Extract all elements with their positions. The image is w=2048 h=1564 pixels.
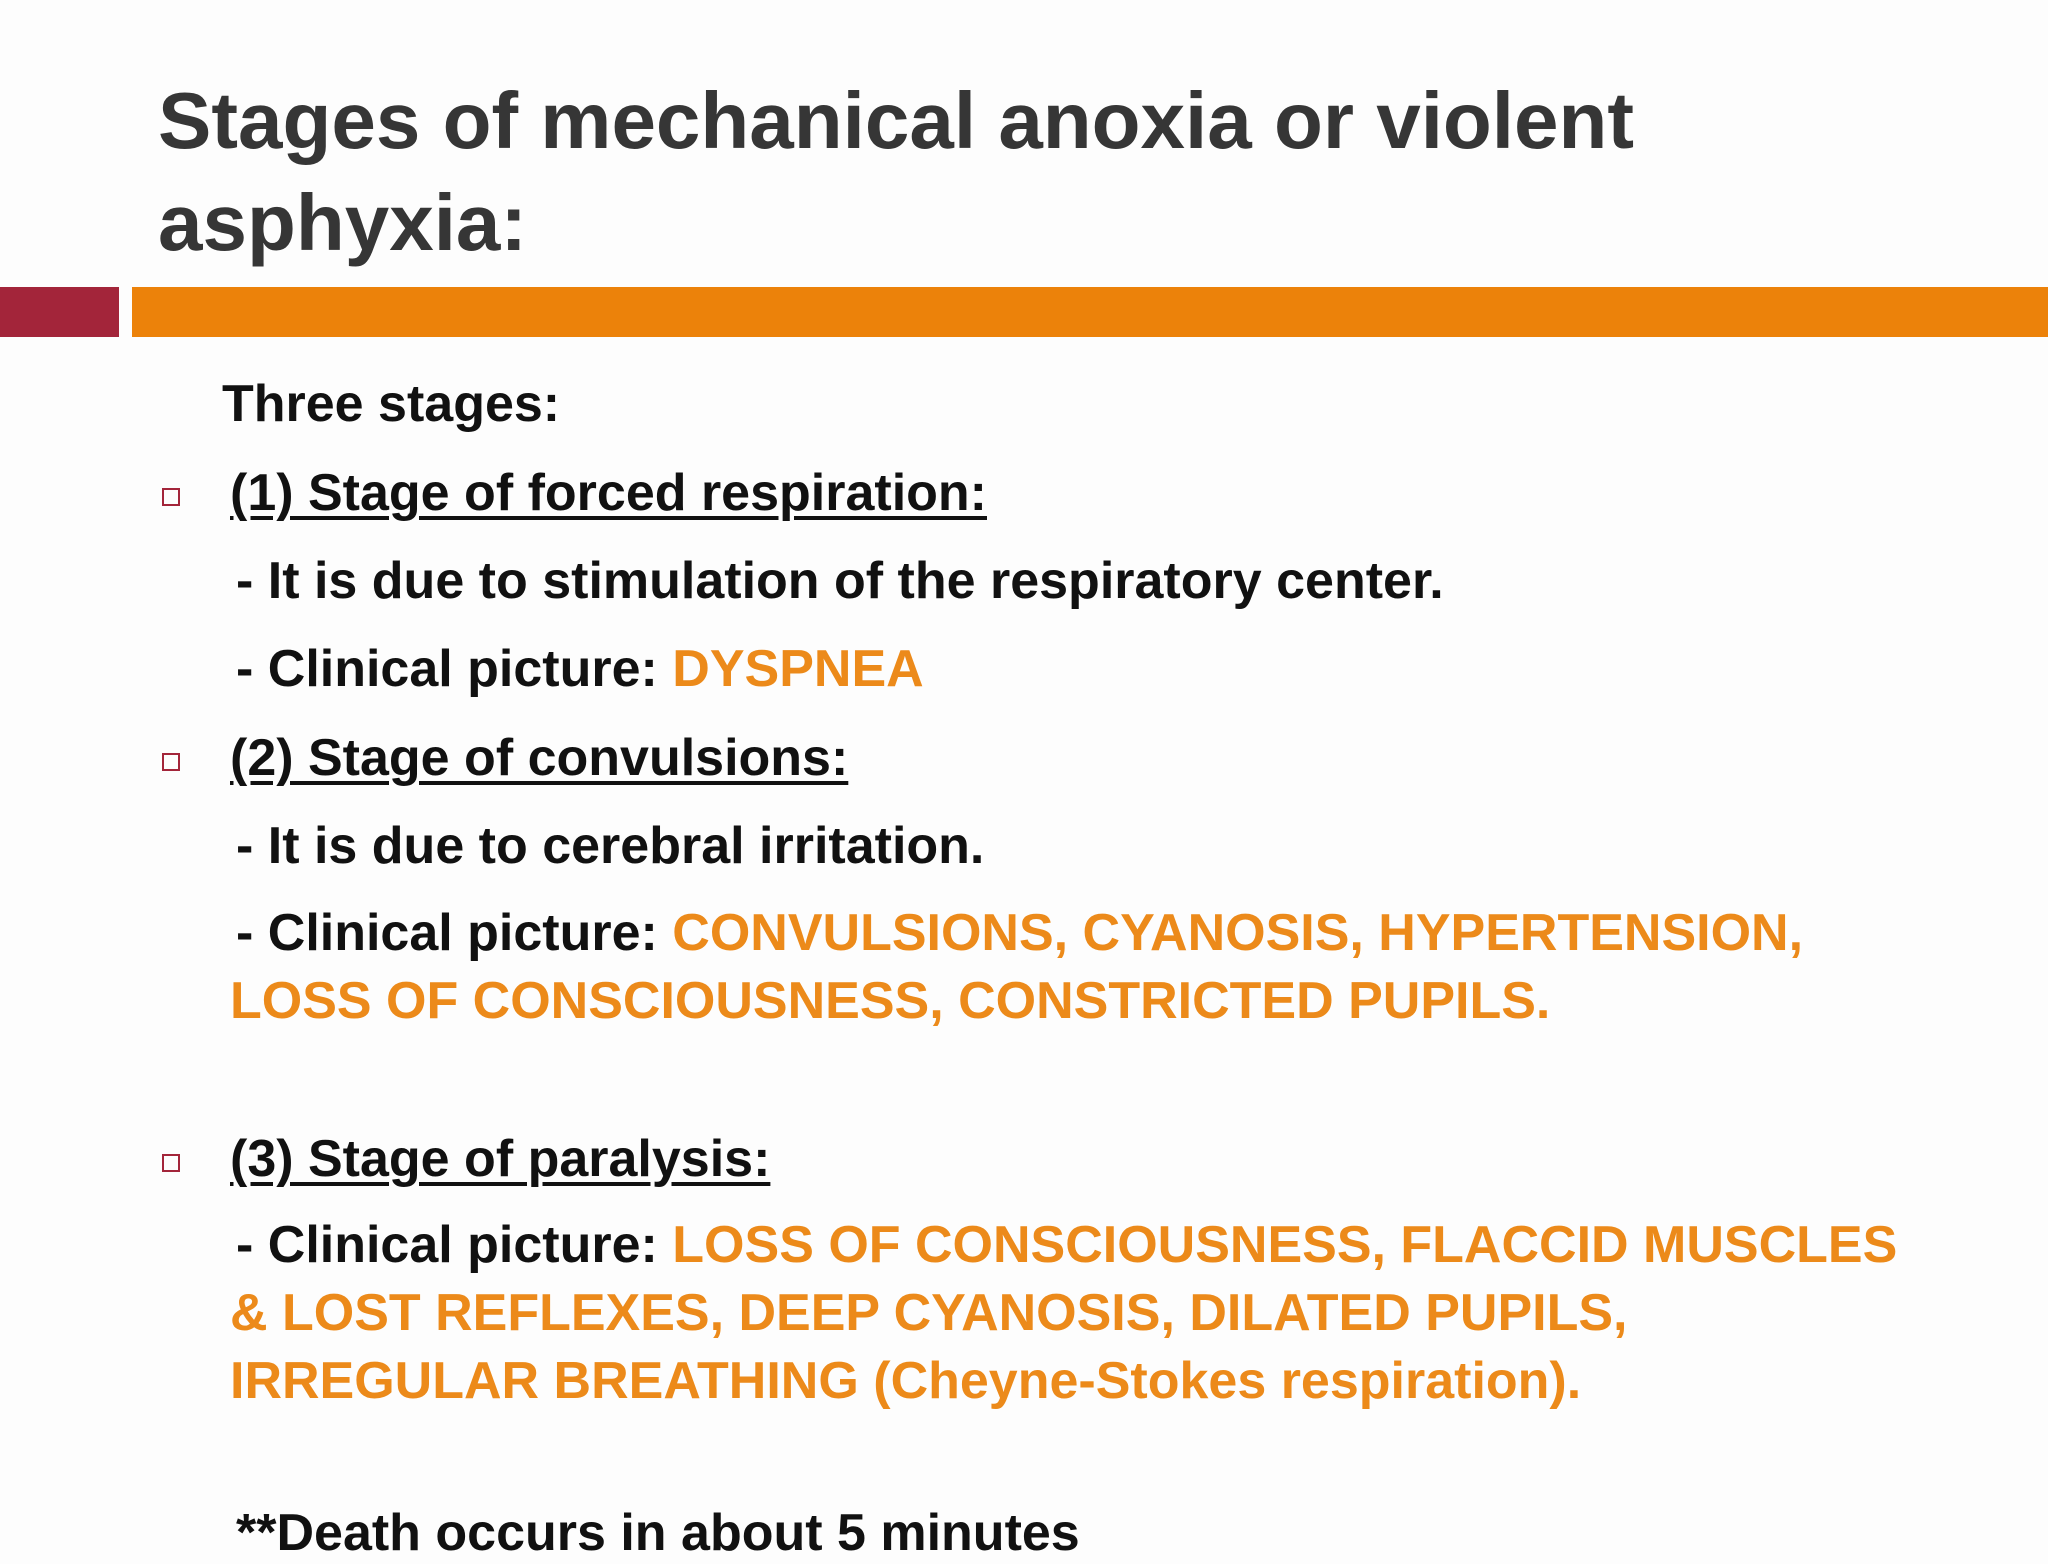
stage-3-clinical-picture [230, 1211, 1930, 1415]
stage-2-clinical-picture [230, 899, 1930, 1035]
stage-2-cause: - It is due to cerebral irritation. [236, 817, 985, 875]
slide-title: Stages of mechanical anoxia or violent asphyxia: [158, 76, 1635, 267]
square-bullet-icon [162, 1154, 180, 1172]
stage-1-heading: (1) Stage of forced respiration: [230, 464, 987, 522]
intro-text: Three stages: [222, 375, 561, 433]
clinical-picture-value: LOSS OF CONSCIOUSNESS, FLACCID MUSCLES & LOST REFLEXES, DEEP CYANOSIS, DILATED PUPILS, IRREGULAR BREATHING (Cheyne-Stokes respiration). [230, 1216, 1898, 1410]
clinical-picture-label: - Clinical picture: [236, 640, 673, 698]
stage-2-heading: (2) Stage of convulsions: [230, 729, 849, 787]
stage-3-heading: (3) Stage of paralysis: [230, 1130, 771, 1188]
square-bullet-icon [162, 753, 180, 771]
clinical-picture-value: DYSPNEA [672, 640, 924, 698]
square-bullet-icon [162, 488, 180, 506]
clinical-picture-value: CONVULSIONS, CYANOSIS, HYPERTENSION, LOSS OF CONSCIOUSNESS, CONSTRICTED PUPILS. [230, 904, 1804, 1030]
death-note: **Death occurs in about 5 minutes [236, 1504, 1080, 1562]
clinical-picture-label: - Clinical picture: [236, 1216, 673, 1274]
stage-1-cause: - It is due to stimulation of the respiratory center. [236, 552, 1444, 610]
clinical-picture-label: - Clinical picture: [236, 904, 673, 962]
stage-1-clinical-picture [236, 638, 924, 700]
